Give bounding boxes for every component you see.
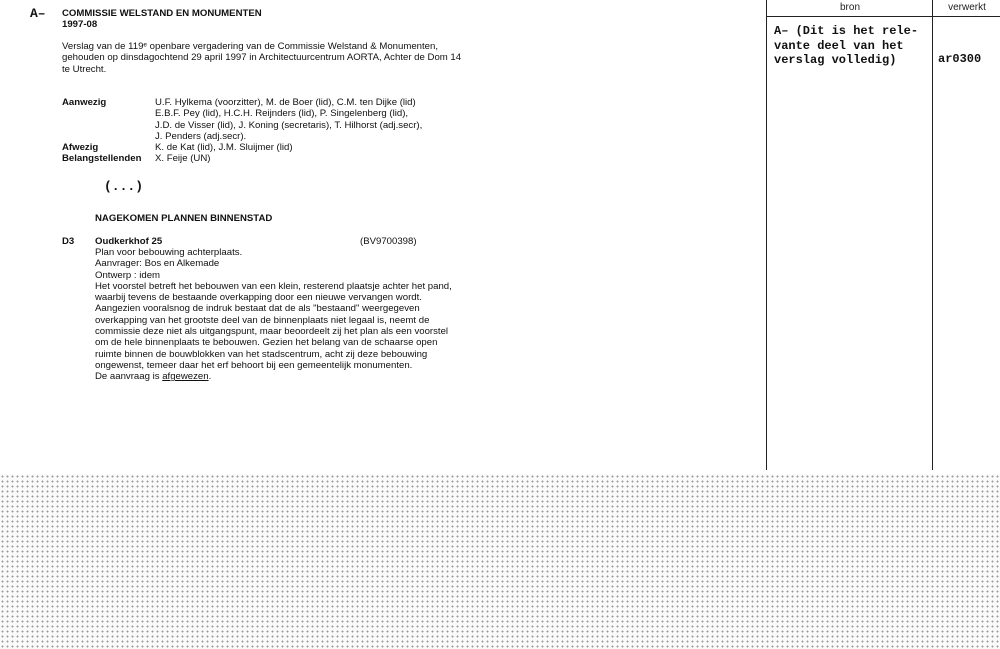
decision-suffix: . xyxy=(208,371,212,383)
absent-value: K. de Kat (lid), J.M. Sluijmer (lid) xyxy=(155,142,293,153)
decision-line xyxy=(95,371,452,382)
item-line: Plan voor bebouwing achterplaats. xyxy=(95,247,243,258)
verwerkt-column xyxy=(932,0,1000,470)
item-line: ongewenst, temeer daar het erf behoort bij een gemeentelijk monumenten. xyxy=(95,359,413,371)
present-line: J.D. de Visser (lid), J. Koning (secretaris), T. Hilhorst (adj.secr), xyxy=(155,119,423,131)
intro-line: Verslag van de 119ᵉ openbare vergadering van de Commissie Welstand & Monumenten, xyxy=(62,41,438,52)
bron-note xyxy=(774,24,918,68)
doc-code: 1997-08 xyxy=(62,19,98,30)
item-line: commissie deze niet als uitgangspunt, maar beoordeelt zij het plan als een voorstel xyxy=(95,326,449,338)
item-body xyxy=(95,247,452,383)
item-line: Aanvrager: Bos en Alkemade xyxy=(95,258,220,270)
present-line: U.F. Hylkema (voorzitter), M. de Boer (lid), C.M. ten Dijke (lid) xyxy=(155,97,416,108)
decision-prefix: De aanvraag is xyxy=(95,371,163,383)
absent-label: Afwezig xyxy=(62,142,99,153)
item-line: waarbij tevens de bestaande overkapping door een nieuwe vervangen wordt. xyxy=(95,292,422,304)
item-line: overkapping van het grootste deel van de binnenplaats niet legaal is, neemt de xyxy=(95,314,430,326)
bron-header: bron xyxy=(767,0,933,17)
present-list xyxy=(155,97,422,142)
item-line: om de hele binnenplaats te bebouwen. Gezien het belang van de schaarse open xyxy=(95,337,438,349)
stakeholders-value: X. Feije (UN) xyxy=(155,153,211,164)
item-reference: (BV9700398) xyxy=(360,236,417,247)
intro-line: te Utrecht. xyxy=(62,63,107,75)
intro-text xyxy=(62,41,461,75)
verwerkt-value: ar0300 xyxy=(938,52,982,66)
intro-line: gehouden op dinsdagochtend 29 april 1997 in Architectuurcentrum AORTA, Achter de Dom 14 xyxy=(62,52,462,64)
bron-note-line: verslag volledig) xyxy=(774,53,897,67)
item-line: Aangezien vooralsnog de indruk bestaat dat de als "bestaand" weergegeven xyxy=(95,303,420,315)
verwerkt-header: verwerkt xyxy=(933,0,1000,17)
present-line: J. Penders (adj.secr). xyxy=(155,130,247,142)
item-line: Ontwerp : idem xyxy=(95,269,161,281)
decision-value: afgewezen xyxy=(162,371,209,383)
section-marker: A– xyxy=(30,6,46,21)
item-address: Oudkerkhof 25 xyxy=(95,236,163,247)
bron-column xyxy=(766,0,933,470)
org-title: COMMISSIE WELSTAND EN MONUMENTEN xyxy=(62,8,262,19)
section-title: NAGEKOMEN PLANNEN BINNENSTAD xyxy=(95,213,273,224)
omission-ellipsis: (...) xyxy=(104,179,144,194)
stakeholders-label: Belangstellenden xyxy=(62,153,142,164)
present-label: Aanwezig xyxy=(62,97,107,108)
present-line: E.B.F. Pey (lid), H.C.H. Reijnders (lid), P. Singelenberg (lid), xyxy=(155,108,409,120)
item-code: D3 xyxy=(62,236,75,247)
bron-note-line: vante deel van het xyxy=(774,38,904,53)
bron-note-line: A– (Dit is het rele- xyxy=(774,24,919,38)
dotted-background xyxy=(0,474,1000,649)
item-line: ruimte binnen de bouwblokken van het stadscentrum, acht zij deze bebouwing xyxy=(95,348,428,360)
item-line: Het voorstel betreft het bebouwen van een klein, resterend plaatsje achter het pand, xyxy=(95,280,452,292)
